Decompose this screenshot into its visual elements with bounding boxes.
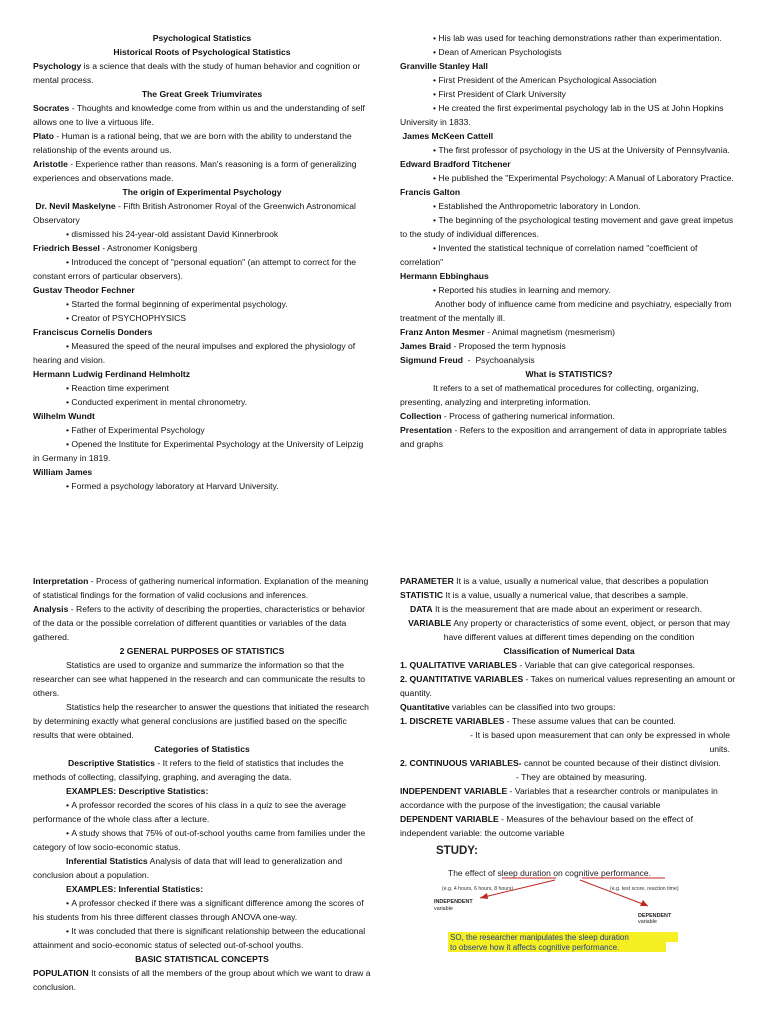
hall-name: Granville Stanley Hall	[400, 61, 488, 71]
james-bullet-2: • His lab was used for teaching demonstrations rather than experimentation.	[433, 33, 722, 43]
galton-bullet-1: • Established the Anthropometric laboratory in London.	[400, 199, 738, 213]
ebbinghaus-name: Hermann Ebbinghaus	[400, 271, 489, 281]
aristotle-entry: Aristotle - Experience rather than reasons. Man's reasoning is a form of generalizing experiences and observations made.	[33, 159, 357, 183]
note-line-1: SO, the researcher manipulates the sleep duration	[450, 933, 629, 942]
inferential-example-2: • It was concluded that there is significant relationship between the educational attainment and socio-economic status of selected out-of-school youths.	[33, 926, 366, 950]
discrete-sub: - It is based upon measurement that can only be expressed in whole units.	[470, 730, 730, 754]
cattell-bullet: • The first professor of psychology in the US at the University of Pennsylvania.	[433, 145, 730, 155]
socrates-entry: Socrates - Thoughts and knowledge come from within us and the understanding of self allows one to live a virtuous life.	[33, 103, 365, 127]
wundt-bullet-2: • Opened the Institute for Experimental Psychology at the University of Leipzig in Germany in 1819.	[33, 439, 364, 463]
bessel-bullet: • Introduced the concept of "personal equation" (an attempt to correct for the constant errors of particular observers).	[33, 257, 357, 281]
mesmer-entry: Franz Anton Mesmer - Animal magnetism (mesmerism)	[400, 327, 616, 337]
quantitative-groups: Quantitative variables can be classified into two groups:	[400, 702, 616, 712]
page-title: Psychological Statistics	[152, 33, 252, 43]
variable-entry: VARIABLE Any property or characteristics of some event, object, or person that may have different values at different times depending on the condition	[408, 618, 730, 642]
column-top-right	[400, 31, 738, 451]
dep-label-1: DEPENDENT	[638, 913, 672, 919]
plato-entry: Plato - Human is a rational being, that we are born with the ability to understand the relationship of the events around us.	[33, 131, 352, 155]
james-bullet-1: • Formed a psychology laboratory at Harvard University.	[33, 479, 371, 493]
study-title: The effect of sleep duration on cognitive performance.	[448, 868, 652, 878]
maskelyne-bullet: • dismissed his 24-year-old assistant David Kinnerbrook	[33, 227, 371, 241]
discrete-entry: 1. DISCRETE VARIABLES - These assume values that can be counted.	[400, 716, 676, 726]
bessel-entry: Friedrich Bessel - Astronomer Konigsberg	[33, 243, 198, 253]
james-name: William James	[33, 467, 93, 477]
inferential-example-1: • A professor checked if there was a significant difference among the scores of his students from his three different classes through ANOVA one-way.	[33, 898, 364, 922]
donders-name: Franciscus Cornelis Donders	[33, 327, 153, 337]
dep-example: (e.g. test score, reaction time)	[610, 886, 679, 892]
galton-name: Francis Galton	[400, 187, 461, 197]
descriptive-entry: Descriptive Statistics - It refers to the field of statistics that includes the methods of collecting, classifying, graphing, and averaging the data.	[33, 758, 344, 782]
hall-bullet-1: • First President of the American Psychological Association	[400, 73, 738, 87]
influence-paragraph: Another body of influence came from medicine and psychiatry, especially from treatment of the mentally ill.	[400, 299, 732, 323]
presentation-entry: Presentation - Refers to the exposition and arrangement of data in appropriate tables and graphs	[400, 425, 727, 449]
indep-example: (e.g. 4 hours, 6 hours, 8 hours)	[442, 886, 514, 892]
study-diagram	[420, 840, 695, 962]
dependent-entry: DEPENDENT VARIABLE - Measures of the behaviour based on the effect of independent variable: the outcome variable	[400, 814, 693, 838]
james-bullet-3: • Dean of American Psychologists	[400, 45, 738, 59]
interpretation-entry: Interpretation - Process of gathering numerical information. Explanation of the meaning of statistical findings for the formation of valid coclusions and inferences.	[33, 576, 369, 600]
fechner-bullet-1: • Started the formal beginning of experimental psychology.	[33, 297, 371, 311]
population-entry: POPULATION It consists of all the members of the group about which we want to draw a conclusion.	[33, 968, 371, 992]
braid-entry: James Braid - Proposed the term hypnosis	[400, 341, 566, 351]
study-figure	[420, 840, 695, 962]
cattell-name: James McKeen Cattell	[402, 131, 494, 141]
note-line-2: to observe how it affects cognitive performance.	[450, 943, 620, 952]
analysis-entry: Analysis - Refers to the activity of describing the properties, characteristics or behavior of the data or the possible correlation of different quantities or variables of the data gathered.	[33, 604, 365, 642]
greek-heading: The Great Greek Triumvirates	[141, 89, 263, 99]
hall-bullet-2: • First President of Clark University	[400, 87, 738, 101]
purpose-1: Statistics are used to organize and summarize the information so that the researcher can see what happened in the research and can communicate the results to others.	[33, 660, 366, 698]
continuous-sub: - They are obtained by measuring.	[516, 772, 647, 782]
purpose-2: Statistics help the researcher to answer the questions that initiated the research by determining exactly what general conclusions are justified based on the specific results that were obtained.	[33, 702, 369, 740]
data-entry: DATA It is the measurement that are made about an experiment or research.	[410, 604, 703, 614]
galton-bullet-3: • Invented the statistical technique of correlation named "coefficient of correlation"	[400, 243, 698, 267]
indep-label-1: INDEPENDENT	[434, 899, 473, 905]
categories-heading: Categories of Statistics	[154, 744, 250, 754]
inferential-entry: Inferential Statistics Analysis of data that will lead to generalization and conclusion about a population.	[33, 856, 343, 880]
statistics-definition: It refers to a set of mathematical procedures for collecting, organizing, presenting, analyzing and interpreting information.	[400, 383, 699, 407]
page-subtitle: Historical Roots of Psychological Statistics	[113, 47, 291, 57]
helmholtz-bullet-1: • Reaction time experiment	[33, 381, 371, 395]
origin-heading: The origin of Experimental Psychology	[122, 187, 282, 197]
qualitative-entry: 1. QUALITATIVE VARIABLES - Variable that can give categorical responses.	[400, 660, 696, 670]
wundt-name: Wilhelm Wundt	[33, 411, 95, 421]
descriptive-example-1: • A professor recorded the scores of his class in a quiz to see the average performance of the whole class after a lecture.	[33, 800, 347, 824]
donders-bullet: • Measured the speed of the neural impulses and explored the physiology of hearing and vision.	[33, 341, 356, 365]
hall-bullet-3: • He created the first experimental psychology lab in the US at John Hopkins University in 1833.	[400, 103, 724, 127]
dep-label-2: variable	[638, 919, 657, 925]
indep-label-2: variable	[434, 906, 453, 912]
inferential-examples-label: EXAMPLES: Inferential Statistics:	[66, 884, 204, 894]
fechner-name: Gustav Theodor Fechner	[33, 285, 135, 295]
descriptive-example-2: • A study shows that 75% of out-of-school youths came from families under the category of low socio-economic status.	[33, 828, 366, 852]
column-bottom-left	[33, 574, 371, 994]
column-bottom-right	[400, 574, 738, 840]
column-top-left	[33, 31, 371, 493]
titchener-name: Edward Bradford Titchener	[400, 159, 511, 169]
statistics-heading: What is STATISTICS?	[525, 369, 613, 379]
galton-bullet-2: • The beginning of the psychological testing movement and gave great impetus to the study of individual differences.	[400, 215, 734, 239]
fechner-bullet-2: • Creator of PSYCHOPHYSICS	[33, 311, 371, 325]
freud-entry: Sigmund Freud - Psychoanalysis	[400, 355, 535, 365]
descriptive-examples-label: EXAMPLES: Descriptive Statistics:	[66, 786, 209, 796]
collection-entry: Collection - Process of gathering numerical information.	[400, 411, 615, 421]
continuous-entry: 2. CONTINUOUS VARIABLES- cannot be counted because of their distinct division.	[400, 758, 721, 768]
wundt-bullet-1: • Father of Experimental Psychology	[33, 423, 371, 437]
basic-concepts-heading: BASIC STATISTICAL CONCEPTS	[135, 954, 269, 964]
helmholtz-name: Hermann Ludwig Ferdinand Helmholtz	[33, 369, 191, 379]
maskelyne-entry: Dr. Nevil Maskelyne - Fifth British Astronomer Royal of the Greenwich Astronomical Observatory	[33, 201, 356, 225]
ebbinghaus-bullet: • Reported his studies in learning and memory.	[400, 283, 738, 297]
independent-entry: INDEPENDENT VARIABLE - Variables that a researcher controls or manipulates in accordance with the purpose of the investigation; the causal variable	[400, 786, 718, 810]
study-heading: STUDY:	[436, 845, 478, 857]
psychology-definition: Psychology is a science that deals with the study of human behavior and cognition or mental process.	[33, 61, 361, 85]
titchener-bullet: • He published the "Experimental Psychology: A Manual of Laboratory Practice.	[433, 173, 734, 183]
classification-heading: Classification of Numerical Data	[503, 646, 635, 656]
statistic-entry: STATISTIC It is a value, usually a numerical value, that describes a sample.	[400, 590, 689, 600]
quantitative-entry: 2. QUANTITATIVE VARIABLES - Takes on numerical values representing an amount or quantity.	[400, 674, 736, 698]
helmholtz-bullet-2: • Conducted experiment in mental chronometry.	[33, 395, 371, 409]
parameter-entry: PARAMETER It is a value, usually a numerical value, that describes a population	[400, 576, 709, 586]
purposes-heading: 2 GENERAL PURPOSES OF STATISTICS	[119, 646, 285, 656]
